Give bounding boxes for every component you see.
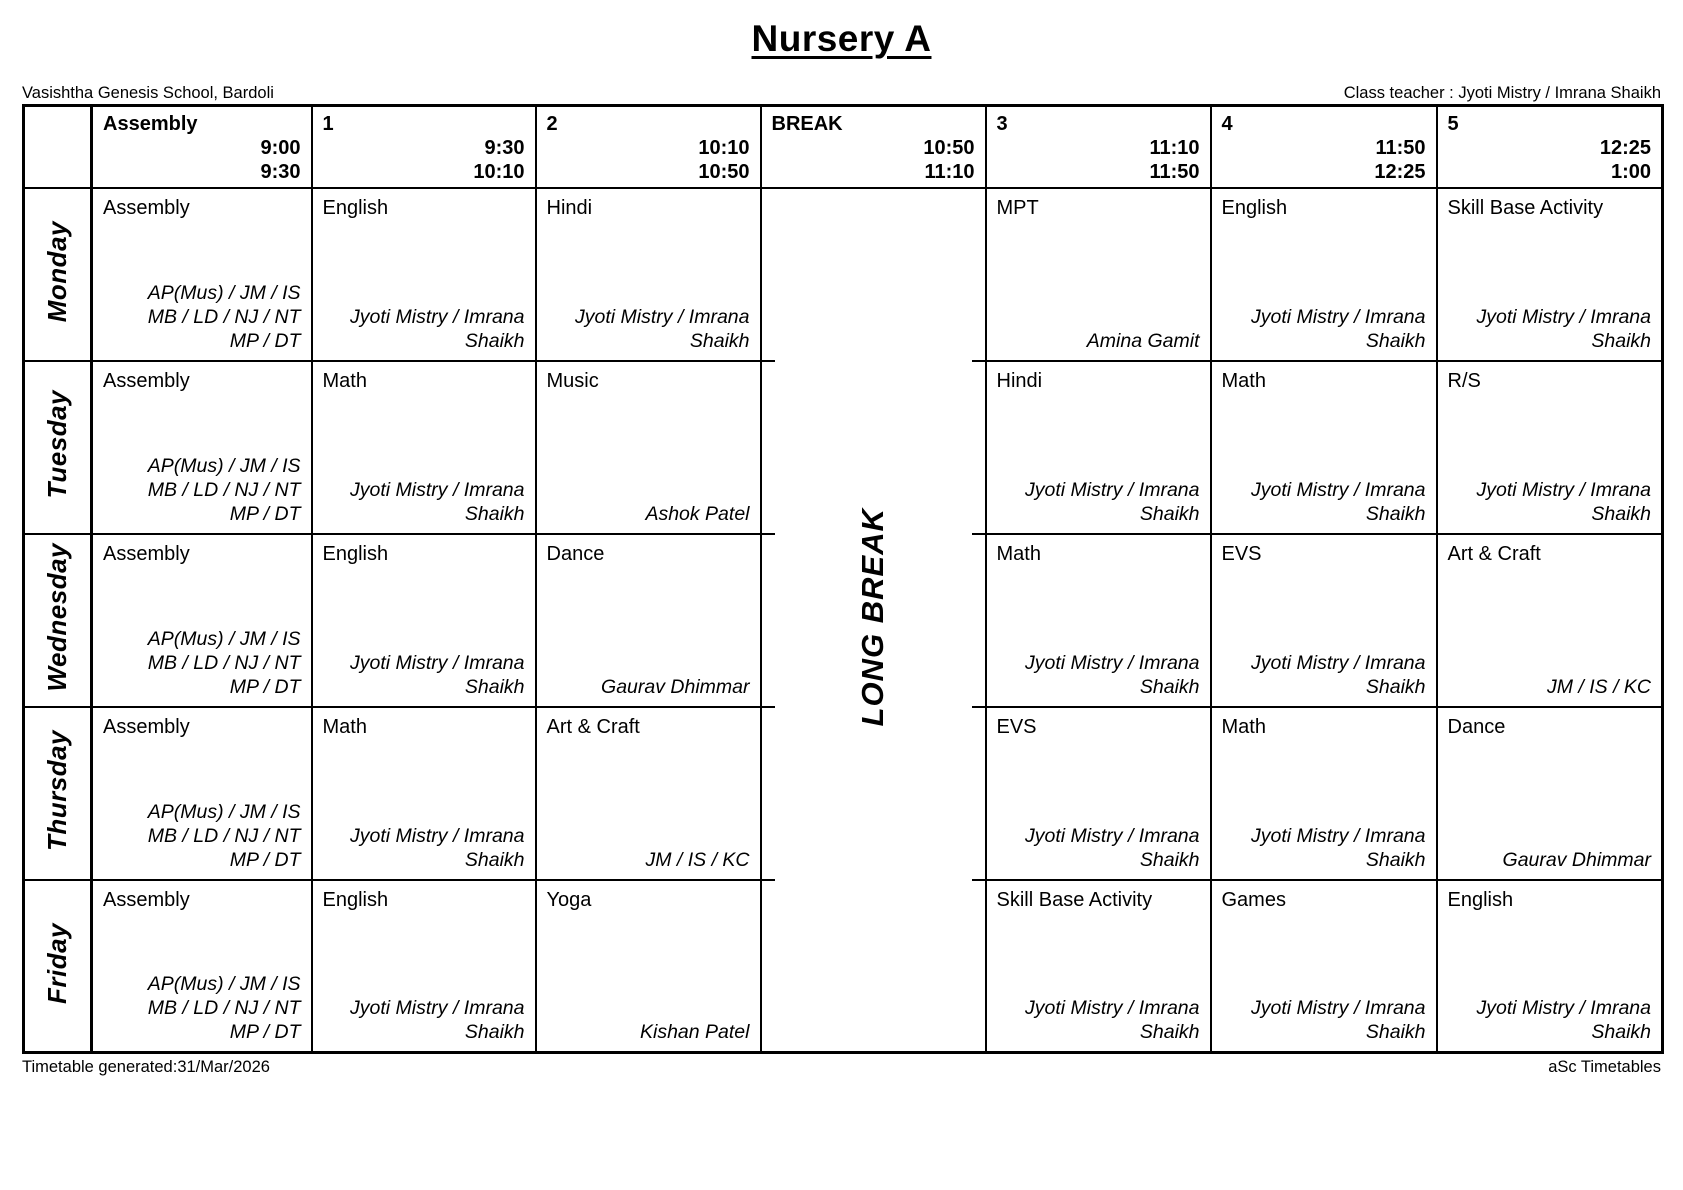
period-label: 5	[1447, 113, 1459, 136]
lesson-cell	[312, 707, 536, 880]
period-start-time: 10:50	[923, 137, 975, 160]
teacher-label: Jyoti Mistry / Imrana Shaikh	[1476, 478, 1651, 525]
row-divider-tick	[762, 533, 775, 535]
lesson-cell	[312, 188, 536, 361]
lesson-cell	[1211, 534, 1437, 707]
teacher-label: Gaurav Dhimmar	[1502, 848, 1651, 871]
subject-label: Art & Craft	[546, 715, 640, 738]
subject-label: Math	[1221, 715, 1266, 738]
lesson-cell	[1437, 534, 1663, 707]
lesson-cell	[1211, 880, 1437, 1053]
lesson-cell	[312, 361, 536, 534]
teacher-label: Jyoti Mistry / Imrana Shaikh	[1251, 997, 1426, 1044]
teacher-line: MB / LD / NJ / NT	[147, 478, 301, 501]
lesson-cell	[536, 534, 761, 707]
lesson-cell	[1437, 880, 1663, 1053]
lesson-cell	[536, 188, 761, 361]
teacher-line: MP / DT	[229, 675, 301, 698]
long-break-cell	[761, 188, 986, 1053]
subject-label: Yoga	[546, 888, 592, 911]
column-header-break	[761, 106, 986, 188]
class-teacher: Class teacher : Jyoti Mistry / Imrana Shaikh	[1343, 84, 1661, 102]
subject-label: Assembly	[103, 369, 190, 392]
subject-label: MPT	[996, 196, 1039, 219]
column-header-4	[1211, 106, 1437, 188]
subject-label: Hindi	[546, 196, 593, 219]
subject-label: Skill Base Activity	[996, 888, 1153, 911]
lesson-cell	[986, 188, 1211, 361]
subject-label: Dance	[1447, 715, 1506, 738]
period-end-time: 1:00	[1610, 161, 1651, 184]
row-divider-tick	[972, 706, 985, 708]
teacher-label: Ashok Patel	[645, 502, 750, 525]
meta-row	[22, 84, 1661, 102]
teacher-label	[99, 627, 301, 699]
teacher-line: MP / DT	[229, 848, 301, 871]
subject-label: Math	[322, 369, 367, 392]
subject-label: Math	[1221, 369, 1266, 392]
footer-row	[22, 1058, 1661, 1078]
teacher-line: MB / LD / NJ / NT	[147, 824, 301, 847]
lesson-cell	[536, 361, 761, 534]
period-start-time: 9:00	[260, 137, 301, 160]
footer-brand: aSc Timetables	[1548, 1058, 1661, 1077]
lesson-cell	[986, 361, 1211, 534]
period-label: BREAK	[771, 113, 843, 136]
column-header-1	[312, 106, 536, 188]
period-start-time: 11:10	[1149, 137, 1200, 160]
teacher-line: MB / LD / NJ / NT	[147, 997, 301, 1020]
subject-label: English	[322, 888, 389, 911]
period-end-time: 11:50	[1149, 161, 1200, 184]
teacher-label: Jyoti Mistry / Imrana Shaikh	[1251, 824, 1426, 871]
teacher-label	[99, 800, 301, 872]
row-divider-tick	[972, 879, 985, 881]
teacher-label: Jyoti Mistry / Imrana Shaikh	[350, 997, 525, 1044]
day-cell	[24, 534, 92, 707]
day-cell	[24, 707, 92, 880]
teacher-label: Jyoti Mistry / Imrana Shaikh	[1476, 997, 1651, 1044]
lesson-cell-assembly	[92, 707, 312, 880]
teacher-label	[99, 281, 301, 353]
lesson-cell-assembly	[92, 880, 312, 1053]
teacher-line: MP / DT	[229, 1021, 301, 1044]
subject-label: Math	[996, 542, 1041, 565]
subject-label: Skill Base Activity	[1447, 196, 1604, 219]
teacher-line: MP / DT	[229, 329, 301, 352]
column-header-assembly	[92, 106, 312, 188]
teacher-label	[99, 454, 301, 526]
period-label: Assembly	[103, 113, 198, 136]
teacher-label: Jyoti Mistry / Imrana Shaikh	[1025, 824, 1200, 871]
teacher-label: Jyoti Mistry / Imrana Shaikh	[350, 824, 525, 871]
corner-cell	[24, 106, 92, 188]
teacher-label: Jyoti Mistry / Imrana Shaikh	[350, 305, 525, 352]
period-start-time: 11:50	[1375, 137, 1426, 160]
column-header-5	[1437, 106, 1663, 188]
subject-label: Music	[546, 369, 599, 392]
day-label: Wednesday	[42, 543, 72, 692]
teacher-label: Amina Gamit	[1086, 329, 1200, 352]
table-row-monday	[24, 188, 1663, 361]
period-start-time: 10:10	[698, 137, 750, 160]
lesson-cell	[536, 880, 761, 1053]
column-header-2	[536, 106, 761, 188]
period-end-time: 10:50	[698, 161, 750, 184]
page-title: Nursery A	[751, 18, 932, 59]
subject-label: Assembly	[103, 888, 190, 911]
row-divider-tick	[762, 706, 775, 708]
teacher-line: MB / LD / NJ / NT	[147, 651, 301, 674]
subject-label: EVS	[1221, 542, 1262, 565]
teacher-label: Jyoti Mistry / Imrana Shaikh	[575, 305, 750, 352]
lesson-cell	[312, 880, 536, 1053]
lesson-cell-assembly	[92, 534, 312, 707]
lesson-cell	[986, 707, 1211, 880]
period-start-time: 12:25	[1599, 137, 1651, 160]
teacher-label: JM / IS / KC	[1546, 675, 1651, 698]
subject-label: Assembly	[103, 542, 190, 565]
teacher-label: Jyoti Mistry / Imrana Shaikh	[1476, 305, 1651, 352]
teacher-line: MP / DT	[229, 502, 301, 525]
day-label: Friday	[42, 922, 72, 1004]
teacher-label: JM / IS / KC	[645, 848, 750, 871]
lesson-cell	[1211, 188, 1437, 361]
title-area	[22, 0, 1661, 72]
subject-label: English	[1447, 888, 1514, 911]
long-break-label: LONG BREAK	[855, 508, 890, 727]
lesson-cell	[1211, 707, 1437, 880]
row-divider-tick	[762, 879, 775, 881]
subject-label: English	[1221, 196, 1288, 219]
footer-generated: Timetable generated:31/Mar/2026	[22, 1058, 270, 1077]
teacher-label: Jyoti Mistry / Imrana Shaikh	[1025, 997, 1200, 1044]
subject-label: Hindi	[996, 369, 1043, 392]
lesson-cell-assembly	[92, 188, 312, 361]
lesson-cell	[986, 534, 1211, 707]
subject-label: Art & Craft	[1447, 542, 1541, 565]
lesson-cell	[1437, 707, 1663, 880]
day-cell	[24, 880, 92, 1053]
day-label: Thursday	[42, 730, 72, 852]
teacher-line: AP(Mus) / JM / IS	[147, 627, 301, 650]
lesson-cell	[1211, 361, 1437, 534]
lesson-cell	[312, 534, 536, 707]
period-label: 4	[1221, 113, 1233, 136]
teacher-label: Gaurav Dhimmar	[601, 675, 750, 698]
lesson-cell	[1437, 188, 1663, 361]
teacher-label: Jyoti Mistry / Imrana Shaikh	[1025, 651, 1200, 698]
subject-label: English	[322, 196, 389, 219]
teacher-line: AP(Mus) / JM / IS	[147, 800, 301, 823]
day-cell	[24, 188, 92, 361]
teacher-label: Kishan Patel	[640, 1021, 750, 1044]
lesson-cell	[986, 880, 1211, 1053]
subject-label: EVS	[996, 715, 1037, 738]
teacher-label	[99, 972, 301, 1044]
teacher-label: Jyoti Mistry / Imrana Shaikh	[350, 478, 525, 525]
day-label: Monday	[42, 221, 72, 323]
teacher-line: MB / LD / NJ / NT	[147, 305, 301, 328]
lesson-cell	[1437, 361, 1663, 534]
day-cell	[24, 361, 92, 534]
teacher-label: Jyoti Mistry / Imrana Shaikh	[1025, 478, 1200, 525]
row-divider-tick	[972, 360, 985, 362]
header-row	[24, 106, 1663, 188]
subject-label: Math	[322, 715, 367, 738]
row-divider-tick	[972, 533, 985, 535]
subject-label: Assembly	[103, 196, 190, 219]
period-end-time: 10:10	[473, 161, 525, 184]
row-divider-tick	[762, 360, 775, 362]
lesson-cell	[536, 707, 761, 880]
period-end-time: 11:10	[924, 161, 975, 184]
period-label: 2	[546, 113, 558, 136]
period-start-time: 9:30	[484, 137, 525, 160]
teacher-line: AP(Mus) / JM / IS	[147, 281, 301, 304]
subject-label: Assembly	[103, 715, 190, 738]
period-end-time: 12:25	[1374, 161, 1426, 184]
teacher-label: Jyoti Mistry / Imrana Shaikh	[350, 651, 525, 698]
teacher-label: Jyoti Mistry / Imrana Shaikh	[1251, 651, 1426, 698]
teacher-line: AP(Mus) / JM / IS	[147, 973, 301, 996]
teacher-label: Jyoti Mistry / Imrana Shaikh	[1251, 478, 1426, 525]
subject-label: Games	[1221, 888, 1286, 911]
lesson-cell-assembly	[92, 361, 312, 534]
subject-label: English	[322, 542, 389, 565]
teacher-line: AP(Mus) / JM / IS	[147, 454, 301, 477]
period-end-time: 9:30	[260, 161, 301, 184]
school-name: Vasishtha Genesis School, Bardoli	[22, 84, 274, 102]
subject-label: R/S	[1447, 369, 1481, 392]
day-label: Tuesday	[42, 390, 72, 499]
teacher-label: Jyoti Mistry / Imrana Shaikh	[1251, 305, 1426, 352]
period-label: 3	[996, 113, 1008, 136]
column-header-3	[986, 106, 1211, 188]
timetable-table	[22, 104, 1664, 1054]
subject-label: Dance	[546, 542, 605, 565]
period-label: 1	[322, 113, 334, 136]
